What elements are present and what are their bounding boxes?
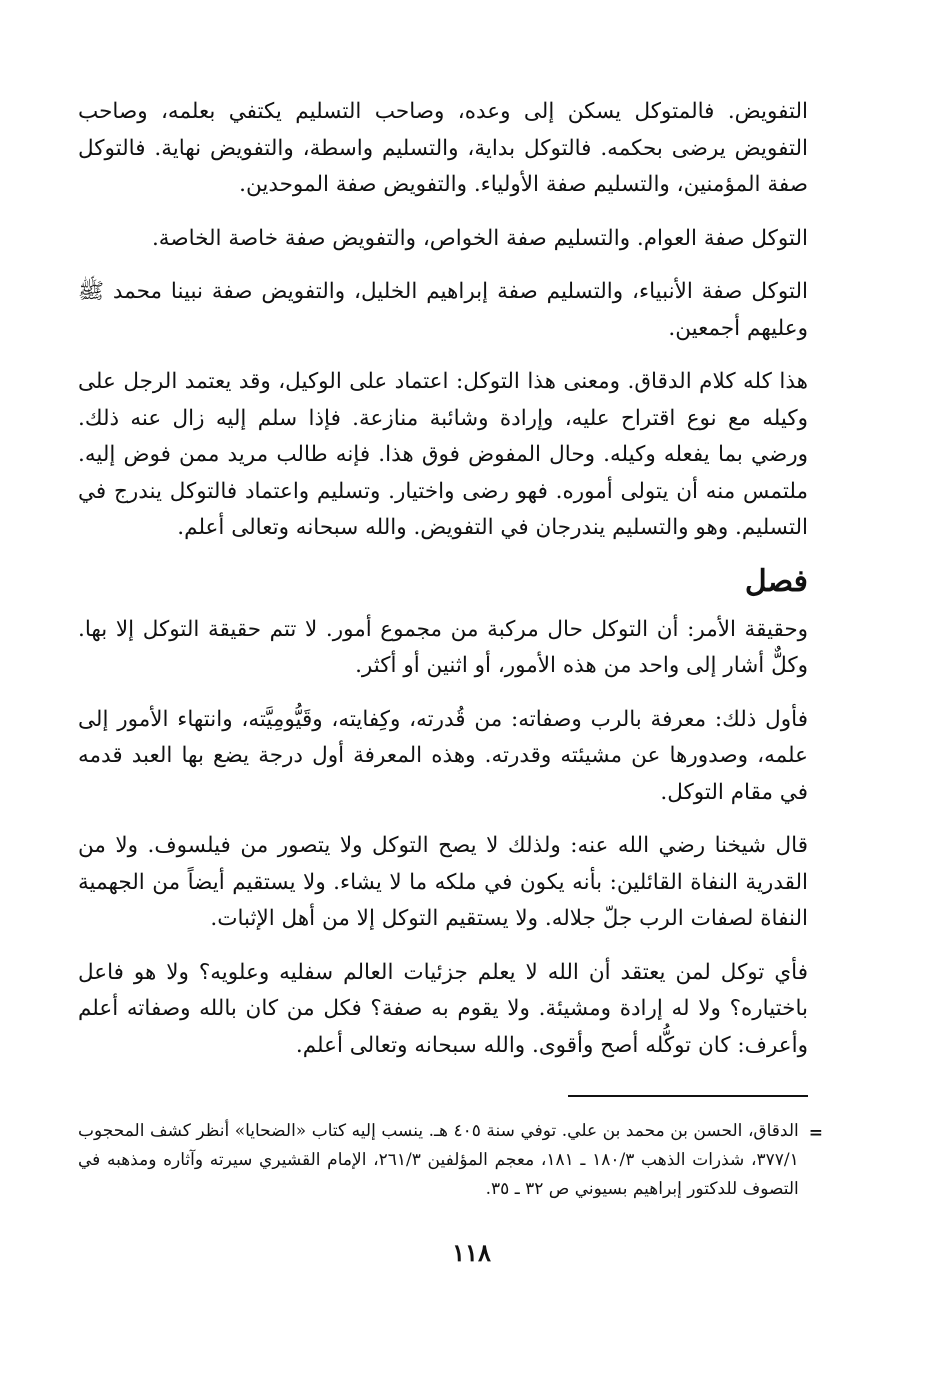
footnote-separator xyxy=(568,1095,808,1097)
paragraph: فأي توكل لمن يعتقد أن الله لا يعلم جزئيات العالم سفليه وعلويه؟ ولا هو فاعل باختياره؟ ولا له إرادة ومشيئة. ولا يقوم به صفة؟ فكل من كان بالله وصفاته أعلم وأعرف: كان توكُّله أصح وأقوى. والله سبحانه وتعالى أعلم. xyxy=(78,959,808,1058)
paragraph: قال شيخنا رضي الله عنه: ولذلك لا يصح التوكل ولا يتصور من فيلسوف. ولا من القدرية النفاة القائلين: بأنه يكون في ملكه ما لا يشاء. ولا يستقيم أيضاً من الجهمية النفاة لصفات الرب جلّ جلاله. ولا يستقيم التوكل إلا من أهل الإثبات. xyxy=(78,833,808,931)
paragraph: التوكل صفة العوام. والتسليم صفة الخواص، والتفويض صفة خاصة الخاصة. xyxy=(151,225,808,251)
footnote-text: الدقاق، الحسن بن محمد بن علي. توفي سنة ٤٠٥ هـ. ينسب إليه كتاب «الضحايا» أنظر كشف المحجوب ٣٧٧/١، شذرات الذهب ١٨٠/٣ ـ ١٨١، معجم المؤلفين ٢٦١/٣، الإمام القشيري سيرته وآثاره ومذهبه في التصوف للدكتور إبراهيم بسيوني ص ٣٢ ـ ٣٥. xyxy=(78,1121,799,1199)
section-heading: فصل xyxy=(744,563,808,599)
main-text xyxy=(78,94,808,1081)
page-number: ١١٨ xyxy=(452,1238,491,1267)
paragraph: وحقيقة الأمر: أن التوكل حال مركبة من مجموع أمور. لا تتم حقيقة التوكل إلا بها. وكلٌّ أشار إلى واحد من هذه الأمور، أو اثنين أو أكثر. xyxy=(78,616,808,678)
footnote-continuation-mark: = xyxy=(808,1123,823,1143)
footnote xyxy=(78,1117,823,1204)
paragraph: التوكل صفة الأنبياء، والتسليم صفة إبراهيم الخليل، والتفويض صفة نبينا محمد ﷺ وعليهم أجمعين. xyxy=(78,279,808,341)
paragraph: فأول ذلك: معرفة بالرب وصفاته: من قُدرته، وكِفايته، وقَيُّومِيَّته، وانتهاء الأمور إلى علمه، وصدورها عن مشيئته وقدرته. وهذه المعرفة أول درجة يضع بها العبد قدمه في مقام التوكل. xyxy=(78,706,808,805)
paragraph: التفويض. فالمتوكل يسكن إلى وعده، وصاحب التسليم يكتفي بعلمه، وصاحب التفويض يرضى بحكمه. فالتوكل بداية، والتسليم واسطة، والتفويض نهاية. فالتوكل صفة المؤمنين، والتسليم صفة الأولياء. والتفويض صفة الموحدين. xyxy=(78,99,808,197)
paragraph: هذا كله كلام الدقاق. ومعنى هذا التوكل: اعتماد على الوكيل، وقد يعتمد الرجل على وكيله مع نوع اقتراح عليه، وإرادة وشائبة منازعة. فإذا سلم إليه زال عنه ذلك. ورضي بما يفعله وكيله. وحال المفوض فوق هذا. فإنه طالب مريد ممن فوض إليه. ملتمس منه أن يتولى أموره. فهو رضى واختيار. وتسليم واعتماد فالتوكل يندرج في التسليم. وهو والتسليم يندرجان في التفويض. والله سبحانه وتعالى أعلم. xyxy=(78,369,808,540)
